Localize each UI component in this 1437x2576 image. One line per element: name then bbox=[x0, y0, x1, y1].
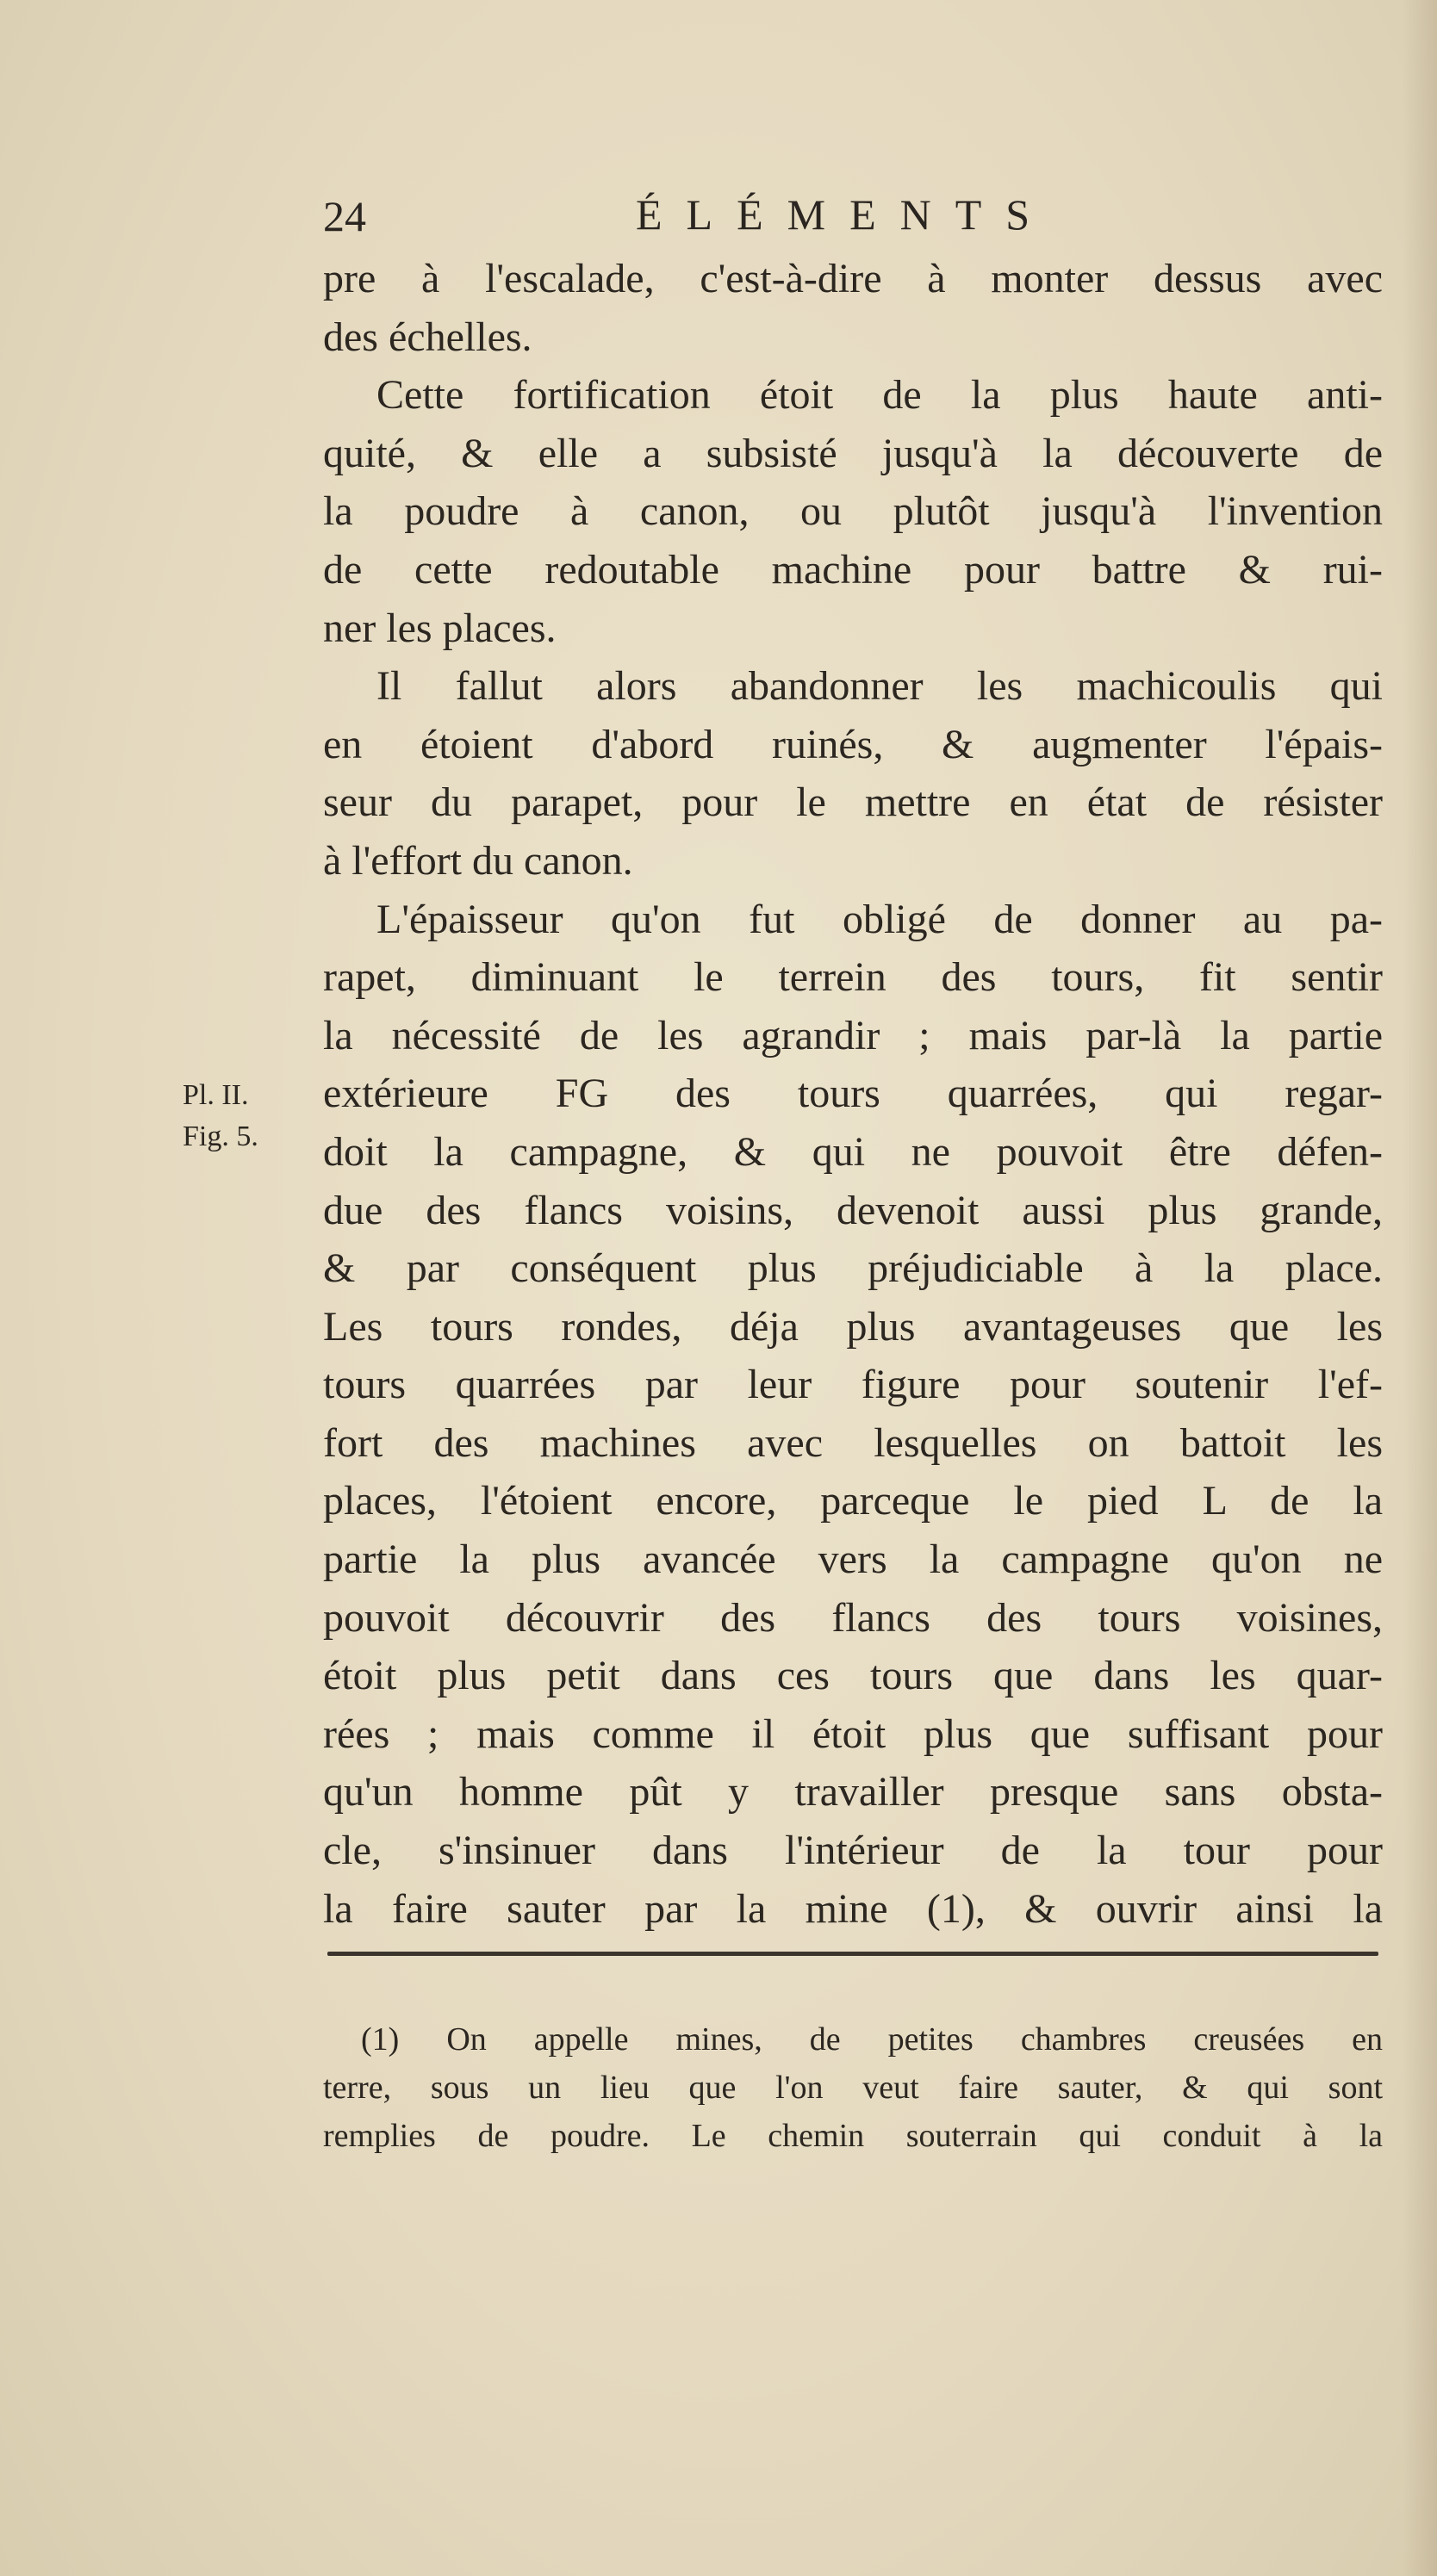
text-line: Il fallut alors abandonner les machicoulis qui bbox=[376, 663, 1383, 710]
text-line: fort des machines avec lesquelles on battoit les bbox=[323, 1419, 1383, 1466]
text-line: pouvoit découvrir des flancs des tours voisines, bbox=[323, 1594, 1383, 1641]
text-line: rées ; mais comme il étoit plus que suffisant pour bbox=[323, 1710, 1383, 1757]
margin-note-figure: Fig. 5. bbox=[183, 1120, 258, 1152]
text-line: étoit plus petit dans ces tours que dans les quar- bbox=[323, 1653, 1383, 1699]
footnote-line: remplies de poudre. Le chemin souterrain qui conduit à la bbox=[323, 2118, 1383, 2154]
text-line: seur du parapet, pour le mettre en état de résister bbox=[323, 779, 1383, 826]
text-line: la nécessité de les agrandir ; mais par-là la partie bbox=[323, 1012, 1383, 1058]
text-line: la poudre à canon, ou plutôt jusqu'à l'invention bbox=[323, 488, 1383, 535]
text-line: pre à l'escalade, c'est-à-dire à monter dessus avec bbox=[323, 256, 1383, 301]
text-line: de cette redoutable machine pour battre & rui- bbox=[323, 546, 1383, 593]
text-line: cle, s'insinuer dans l'intérieur de la tour pour bbox=[323, 1828, 1383, 1874]
page-number: 24 bbox=[323, 192, 366, 240]
text-line: partie la plus avancée vers la campagne qu'on ne bbox=[323, 1536, 1383, 1583]
footnote-line: terre, sous un lieu que l'on veut faire sauter, & qui sont bbox=[323, 2070, 1383, 2106]
text-line: en étoient d'abord ruinés, & augmenter l'épais- bbox=[323, 721, 1383, 767]
text-line: places, l'étoient encore, parceque le pied L de la bbox=[323, 1478, 1383, 1524]
margin-note bbox=[183, 1075, 295, 1158]
footnote-line: (1) On appelle mines, de petites chambres creusées en bbox=[361, 2021, 1383, 2058]
margin-note-plate: Pl. II. bbox=[183, 1079, 249, 1111]
text-line: Cette fortification étoit de la plus haute anti- bbox=[376, 372, 1383, 419]
text-line: tours quarrées par leur figure pour soutenir l'ef- bbox=[323, 1362, 1383, 1408]
text-line: rapet, diminuant le terrein des tours, fit sentir bbox=[323, 954, 1383, 1001]
text-line: due des flancs voisins, devenoit aussi plus grande, bbox=[323, 1187, 1383, 1233]
text-line: & par conséquent plus préjudiciable à la place. bbox=[323, 1245, 1383, 1292]
text-line: quité, & elle a subsisté jusqu'à la découverte de bbox=[323, 430, 1383, 476]
page-header bbox=[323, 183, 1064, 243]
text-line: L'épaisseur qu'on fut obligé de donner au pa- bbox=[376, 896, 1383, 942]
text-line: extérieure FG des tours quarrées, qui regar- bbox=[323, 1071, 1383, 1117]
text-line: des échelles. bbox=[323, 313, 532, 360]
text-line: la faire sauter par la mine (1), & ouvrir ainsi la bbox=[323, 1885, 1383, 1932]
text-line: ner les places. bbox=[323, 605, 557, 651]
text-line: à l'effort du canon. bbox=[323, 837, 633, 884]
text-line: Les tours rondes, déja plus avantageuses que les bbox=[323, 1303, 1383, 1350]
footnote-rule bbox=[327, 1952, 1378, 1956]
footnote bbox=[323, 2015, 1383, 2160]
text-line: doit la campagne, & qui ne pouvoit être défen- bbox=[323, 1128, 1383, 1175]
text-line: qu'un homme pût y travailler presque sans obsta- bbox=[323, 1769, 1383, 1816]
body-text bbox=[323, 250, 1383, 1938]
running-title: ÉLÉMENTS bbox=[636, 190, 1054, 239]
